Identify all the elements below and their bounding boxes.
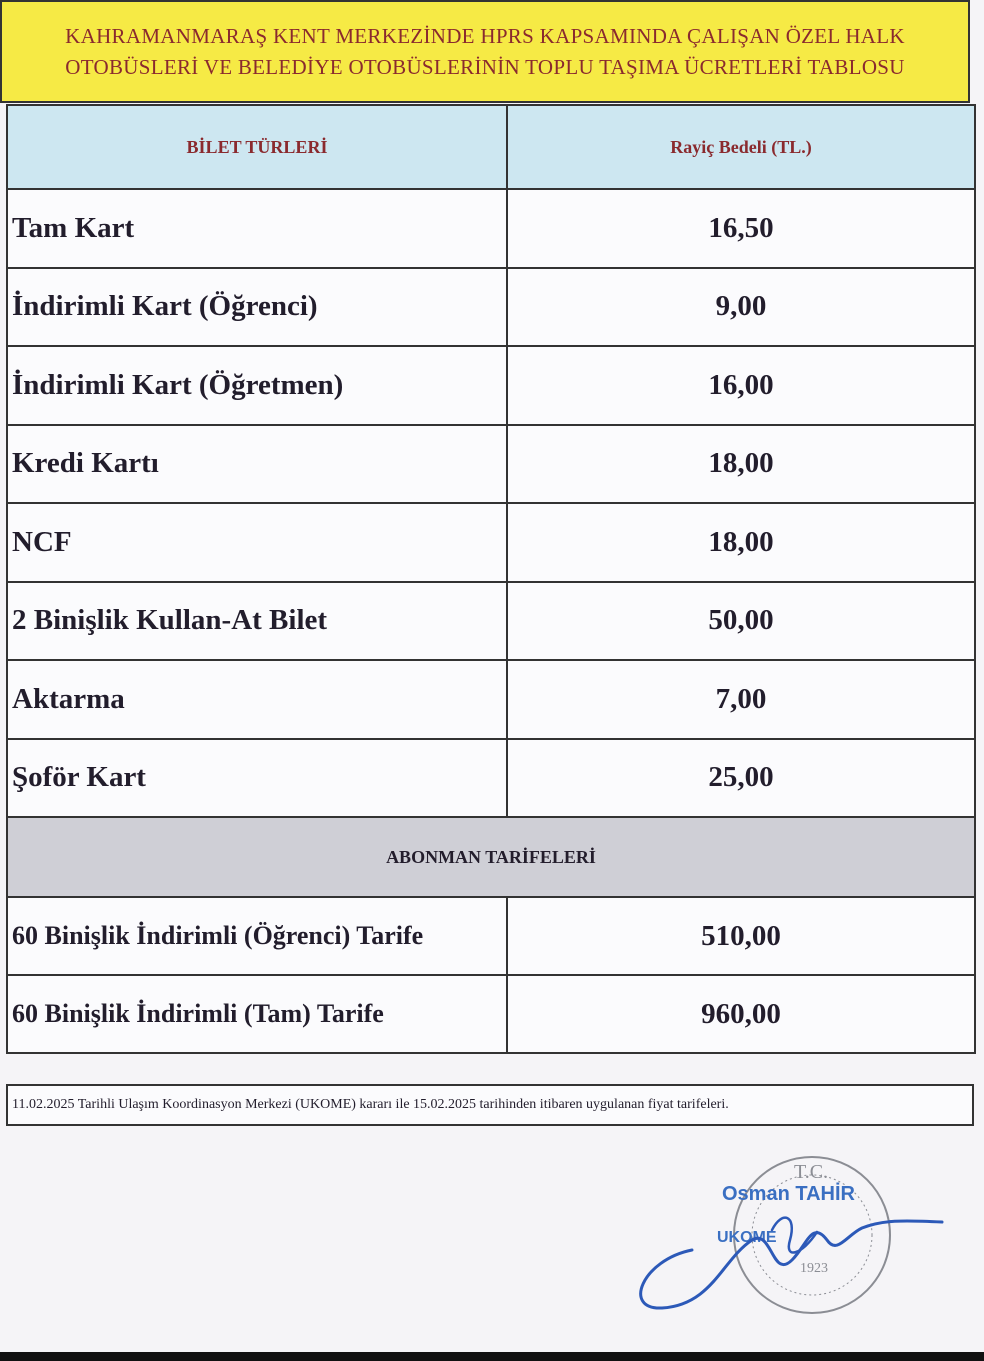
ticket-price: 16,00	[507, 346, 975, 425]
ticket-price: 18,00	[507, 503, 975, 582]
ticket-types-header: BİLET TÜRLERİ	[7, 105, 507, 189]
table-row	[7, 975, 975, 1053]
bottom-edge	[0, 1352, 984, 1361]
table-header-row	[7, 105, 975, 189]
ticket-price: 16,50	[507, 189, 975, 268]
price-header: Rayiç Bedeli (TL.)	[507, 105, 975, 189]
ticket-name: İndirimli Kart (Öğretmen)	[7, 346, 507, 425]
table-row	[7, 897, 975, 975]
table-row	[7, 268, 975, 347]
title-line-2: OTOBÜSLERİ VE BELEDİYE OTOBÜSLERİNİN TOPLU TAŞIMA ÜCRETLERİ TABLOSU	[65, 54, 905, 79]
ticket-name: Tam Kart	[7, 189, 507, 268]
subscription-header-row	[7, 817, 975, 897]
title-banner	[0, 0, 970, 103]
subscription-header: ABONMAN TARİFELERİ	[7, 817, 975, 897]
ticket-name: NCF	[7, 503, 507, 582]
ticket-price: 7,00	[507, 660, 975, 739]
table-row	[7, 739, 975, 818]
stamp-name: Osman TAHİR	[722, 1183, 855, 1205]
table-row	[7, 582, 975, 661]
title-line-1: KAHRAMANMARAŞ KENT MERKEZİNDE HPRS KAPSAMINDA ÇALIŞAN ÖZEL HALK	[65, 23, 905, 48]
stamp-year: 1923	[800, 1261, 828, 1276]
table-row	[7, 425, 975, 504]
subscription-name: 60 Binişlik İndirimli (Tam) Tarife	[7, 975, 507, 1053]
table-row	[7, 189, 975, 268]
subscription-price: 510,00	[507, 897, 975, 975]
ticket-name: Şoför Kart	[7, 739, 507, 818]
table-row	[7, 503, 975, 582]
ticket-price: 9,00	[507, 268, 975, 347]
subscription-name: 60 Binişlik İndirimli (Öğrenci) Tarife	[7, 897, 507, 975]
ticket-name: İndirimli Kart (Öğrenci)	[7, 268, 507, 347]
effective-date-note: 11.02.2025 Tarihli Ulaşım Koordinasyon Merkezi (UKOME) kararı ile 15.02.2025 tarihinden itibaren uygulanan fiyat tarifeleri.	[6, 1084, 974, 1126]
ticket-price: 25,00	[507, 739, 975, 818]
table-row	[7, 660, 975, 739]
stamp-letters: T.C.	[794, 1161, 829, 1183]
official-stamp-signature	[622, 1140, 952, 1340]
table-row	[7, 346, 975, 425]
fare-table	[6, 104, 976, 1054]
subscription-price: 960,00	[507, 975, 975, 1053]
ticket-price: 18,00	[507, 425, 975, 504]
ticket-name: Aktarma	[7, 660, 507, 739]
ticket-name: Kredi Kartı	[7, 425, 507, 504]
stamp-org: UKOME	[717, 1229, 777, 1246]
ticket-price: 50,00	[507, 582, 975, 661]
ticket-name: 2 Binişlik Kullan-At Bilet	[7, 582, 507, 661]
